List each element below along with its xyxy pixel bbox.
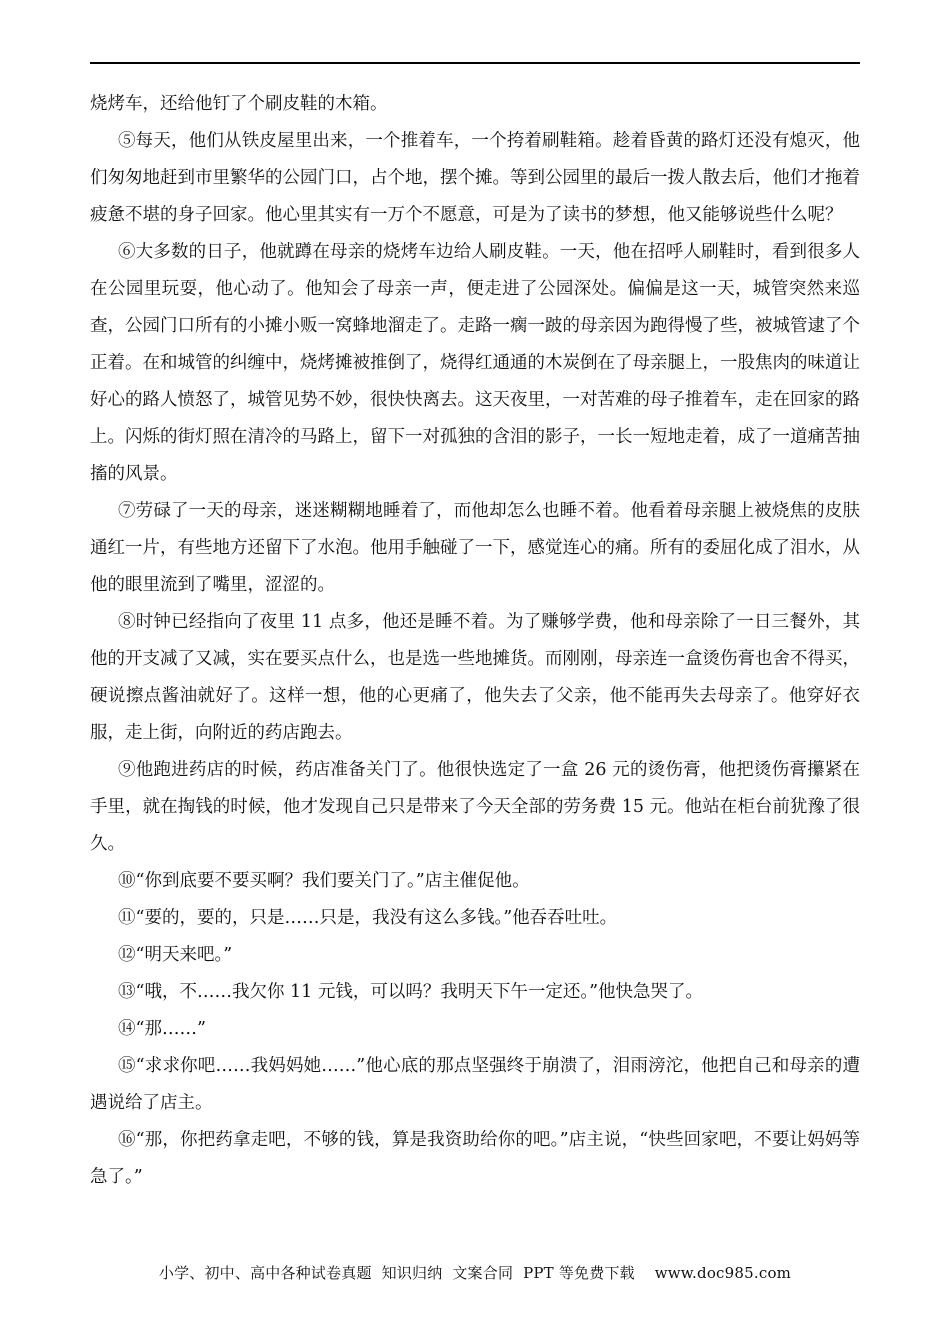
paragraph-16: ⑯“那，你把药拿走吧，不够的钱，算是我资助给你的吧。”店主说，“快些回家吧，不要让妈妈等急了。” xyxy=(90,1130,860,1187)
paragraph-9: ⑨他跑进药店的时候，药店准备关门了。他很快选定了一盒 26 元的烫伤膏，他把烫伤膏攥紧在手里，就在掏钱的时候，他才发现自己只是带来了今天全部的劳务费 15 元。他站在柜台前犹豫了很久。 xyxy=(90,760,860,854)
page-footer: 小学、初中、高中各种试卷真题 知识归纳 文案合同 PPT 等免费下载 www.doc985.com xyxy=(158,1264,792,1282)
paragraph-5: ⑤每天，他们从铁皮屋里出来，一个推着车，一个挎着刷鞋箱。趁着昏黄的路灯还没有熄灭，他们匆匆地赶到市里繁华的公园门口，占个地，摆个摊。等到公园里的最后一拨人散去后，他们才拖着疲惫不堪的身子回家。他心里其实有一万个不愿意，可是为了读书的梦想，他又能够说些什么呢？ xyxy=(90,131,860,225)
document-body xyxy=(90,86,860,1196)
paragraph-10: ⑩“你到底要不要买啊？我们要关门了。”店主催促他。 xyxy=(118,871,530,891)
paragraph-13: ⑬“哦，不……我欠你 11 元钱，可以吗？我明天下午一定还。”他快急哭了。 xyxy=(118,982,704,1002)
paragraph-11: ⑪“要的，要的，只是……只是，我没有这么多钱。”他吞吞吐吐。 xyxy=(118,908,618,928)
paragraph-12: ⑫“明天来吧。” xyxy=(118,945,233,965)
header-rule xyxy=(90,62,860,64)
paragraph-7: ⑦劳碌了一天的母亲，迷迷糊糊地睡着了，而他却怎么也睡不着。他看着母亲腿上被烧焦的皮肤通红一片，有些地方还留下了水泡。他用手触碰了一下，感觉连心的痛。所有的委屈化成了泪水，从他的眼里流到了嘴里，涩涩的。 xyxy=(90,501,860,595)
paragraph-15: ⑮“求求你吧……我妈妈她……”他心底的那点坚强终于崩溃了，泪雨滂沱，他把自己和母亲的遭遇说给了店主。 xyxy=(90,1056,860,1113)
paragraph-6: ⑥大多数的日子，他就蹲在母亲的烧烤车边给人刷皮鞋。一天，他在招呼人刷鞋时，看到很多人在公园里玩耍，他心动了。他知会了母亲一声，便走进了公园深处。偏偏是这一天，城管突然来巡查，公园门口所有的小摊小贩一窝蜂地溜走了。走路一瘸一跛的母亲因为跑得慢了些，被城管逮了个正着。在和城管的纠缠中，烧烤摊被推倒了，烧得红通通的木炭倒在了母亲腿上，一股焦肉的味道让好心的路人愤怒了，城管见势不妙，很快快离去。这天夜里，一对苦难的母子推着车，走在回家的路上。闪烁的街灯照在清冷的马路上，留下一对孤独的含泪的影子，一长一短地走着，成了一道痛苦抽搐的风景。 xyxy=(90,242,860,484)
paragraph-continuation: 烧烤车，还给他钉了个刷皮鞋的木箱。 xyxy=(90,94,388,114)
paragraph-14: ⑭“那……” xyxy=(118,1019,206,1039)
paragraph-8: ⑧时钟已经指向了夜里 11 点多，他还是睡不着。为了赚够学费，他和母亲除了一日三餐外，其他的开支减了又减，实在要买点什么，也是选一些地摊货。而刚刚，母亲连一盒烫伤膏也舍不得买，硬说擦点酱油就好了。这样一想，他的心更痛了，他失去了父亲，他不能再失去母亲了。他穿好衣服，走上街，向附近的药店跑去。 xyxy=(90,612,860,743)
